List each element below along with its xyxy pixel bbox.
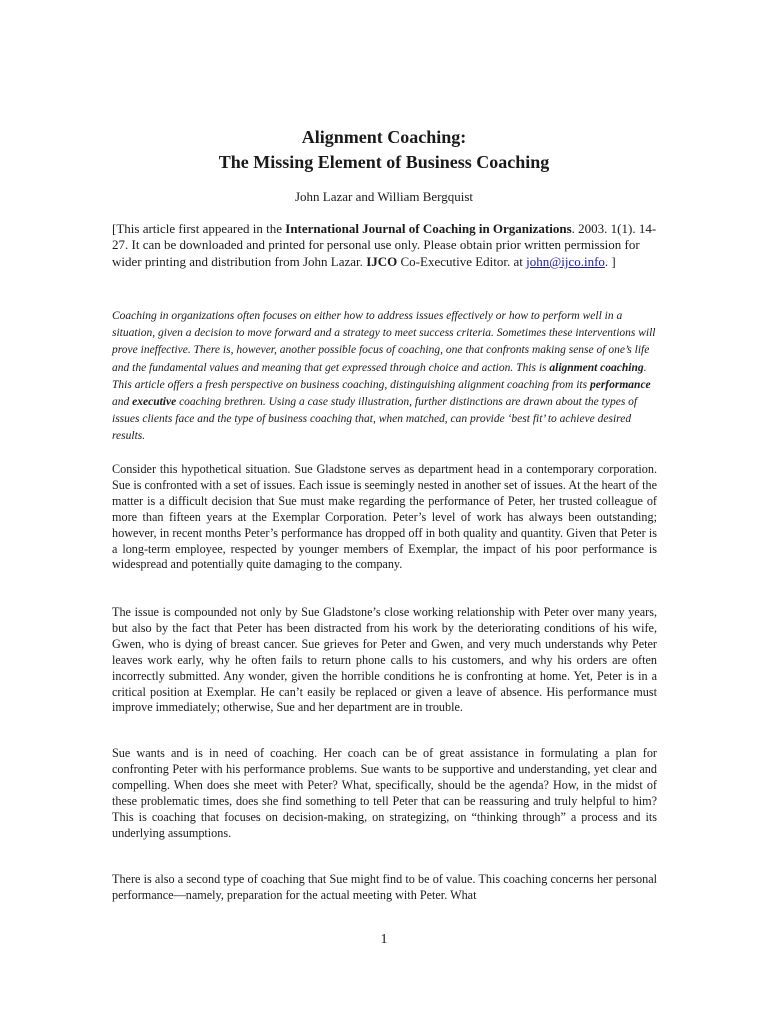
title-line-2: The Missing Element of Business Coaching (218, 152, 550, 172)
note-middle: . 2003. 1(1). 14-27. It can be downloaded and printed for personal use only. Please obtain prior written permission for wider printing and distribution from John Lazar. (112, 221, 657, 269)
note-prefix: [This article first appeared in the (112, 221, 286, 236)
note-suffix: . ] (604, 253, 616, 269)
term-performance: performance (589, 378, 651, 391)
body-paragraph-2: The issue is compounded not only by Sue Gladstone’s close working relationship with Peter over many years, but also by the fact that Peter has been distracted from his work by the deteriorating conditions of his wife, Gwen, who is dying of breast cancer. Sue grieves for Peter and Gwen, and very much understands why Peter leaves work early, why he often fails to return phone calls to his customers, and why his orders are often incorrectly submitted. Any wonder, given the horrible conditions he is confronting at home. Yet, Peter is in a critical position at Exemplar. He can’t easily be replaced or given a leave of absence. His performance must improve immediately; otherwise, Sue and her department are in trouble. (112, 605, 657, 715)
article-title (0, 125, 768, 175)
abstract-part-4: coaching brethren. Using a case study illustration, further distinctions are drawn about the types of issues clients face and the type of business coaching that, when matched, can provide ‘best fit’ to achieve desired results. (112, 396, 638, 443)
note-after-ijco: Co-Executive Editor. at (397, 253, 527, 269)
journal-name: International Journal of Coaching in Organizations (285, 221, 572, 236)
abstract (112, 308, 657, 446)
term-alignment-coaching: alignment coaching (549, 361, 644, 374)
body-paragraph-1: Consider this hypothetical situation. Sue Gladstone serves as department head in a contemporary corporation. Sue is confronted with a set of issues. Each issue is seemingly nested in another set of issues. At the heart of the matter is a difficult decision that Sue must make regarding the performance of Peter, her trusted colleague of more than fifteen years at the Exemplar Corporation. Peter’s level of work has always been outstanding; however, in recent months Peter’s performance has dropped off in both quality and quantity. Given that Peter is a long-term employee, respected by younger members of Exemplar, the impact of his poor performance is widespread and potentially quite damaging to the company. (112, 462, 657, 572)
abstract-part-1: Coaching in organizations often focuses on either how to address issues effectively or how to perform well in a situation, given a decision to move forward and a strategy to meet success criteria. Sometimes these interventions will prove ineffective. There is, however, another possible focus of coaching, one that confronts making sense of one’s life and the fundamental values and meaning that get expressed through choice and action. This is (112, 310, 656, 374)
term-executive: executive (132, 396, 177, 409)
body-paragraph-4: There is also a second type of coaching that Sue might find to be of value. This coaching concerns her personal performance—namely, preparation for the actual meeting with Peter. What (112, 872, 657, 902)
body-paragraph-3: Sue wants and is in need of coaching. Her coach can be of great assistance in formulating a plan for confronting Peter with his performance problems. Sue wants to be supportive and understanding, yet clear and compelling. When does she meet with Peter? What, specifically, should be the agenda? How, in the midst of these problematic times, does she find something to tell Peter that can be reassuring and truly helpful to him? This is coaching that focuses on decision-making, on strategizing, on “thinking through” a process and its underlying assumptions. (112, 746, 657, 840)
title-line-1: Alignment Coaching: (301, 127, 467, 147)
abstract-part-2: . This article offers a fresh perspective on business coaching, distinguishing alignment coaching from its (112, 361, 647, 391)
ijco-label: IJCO (366, 253, 398, 269)
publication-note (112, 221, 657, 270)
page-number: 1 (380, 932, 388, 947)
author-line: John Lazar and William Bergquist (294, 189, 474, 204)
email-link[interactable]: john@ijco.info (526, 253, 605, 269)
abstract-part-3: and (112, 396, 133, 409)
